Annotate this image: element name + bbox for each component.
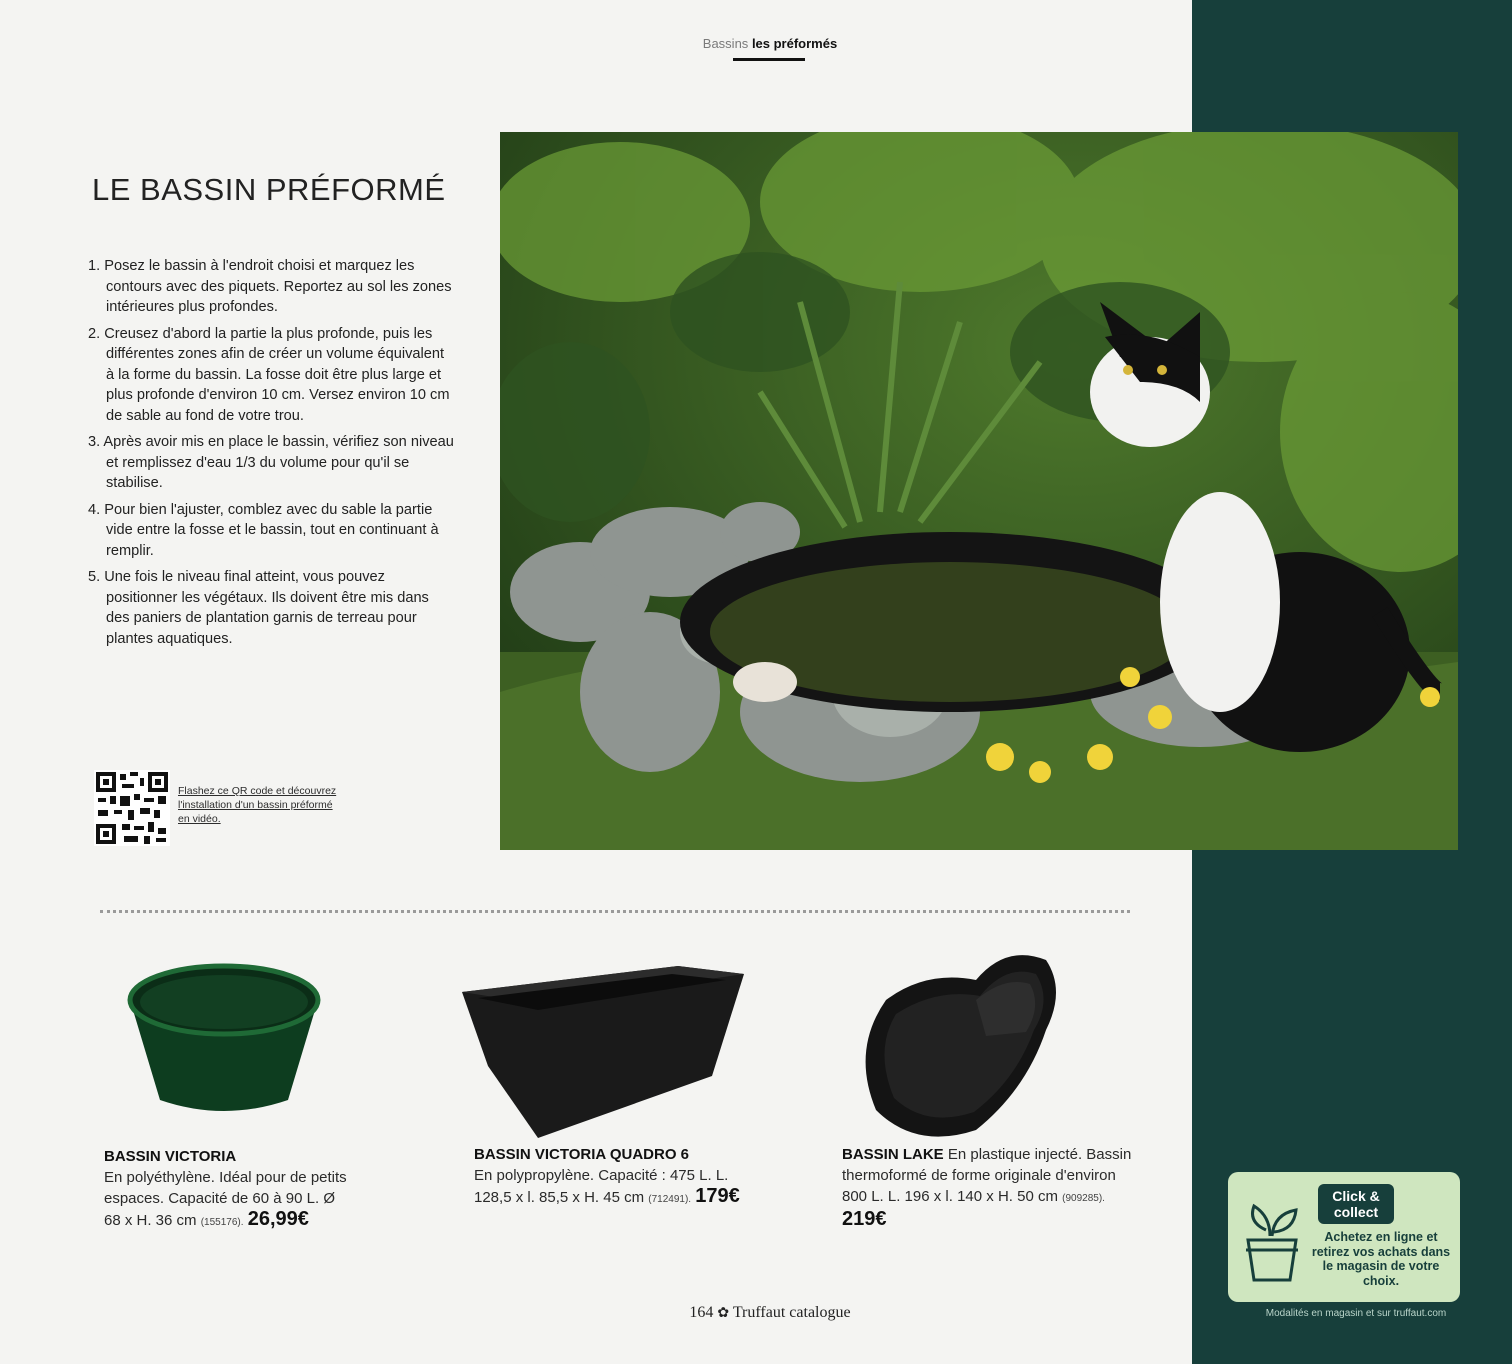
click-collect-badge[interactable]: Click & collect [1318, 1184, 1394, 1224]
product-lake [842, 1144, 1132, 1231]
qr-code-icon [94, 770, 170, 846]
section-divider [100, 910, 1130, 913]
photo-illustration [500, 132, 1458, 850]
product-name: BASSIN VICTORIA QUADRO 6 [474, 1146, 690, 1163]
product-price: 26,99€ [247, 1208, 309, 1230]
product-description: En plastique injecté. Bassin thermoformé de forme originale d'environ 800 L. L. 196 x l. 140 x H. 50 cm [842, 1146, 1132, 1205]
qr-code[interactable] [94, 770, 170, 846]
section-header [600, 36, 940, 51]
kidney-basin-icon [856, 940, 1062, 1150]
subsection-label: les préformés [751, 36, 838, 51]
rectangular-basin-icon [458, 962, 748, 1144]
step-item: 4. Pour bien l'ajuster, comblez avec du sable la partie vide entre la fosse et le bassin, tout en continuant à remplir. [88, 501, 439, 559]
round-basin-icon [124, 962, 324, 1122]
product-image-quadro [458, 962, 748, 1149]
plant-pot-icon [1240, 1196, 1304, 1291]
instruction-list [88, 256, 456, 655]
click-collect-text: Achetez en ligne et retirez vos achats dans le magasin de votre choix. [1311, 1230, 1451, 1288]
product-ref: (712491). [648, 1194, 692, 1205]
page-number: 164 [689, 1304, 714, 1321]
product-description: En polypropylène. Capacité : 475 L. L. 128,5 x l. 85,5 x H. 45 cm [474, 1167, 729, 1206]
page-title: LE BASSIN PRÉFORMÉ [92, 172, 446, 207]
catalog-brand: Truffaut catalogue [732, 1304, 851, 1321]
step-item: 5. Une fois le niveau final atteint, vous pouvez positionner les végétaux. Ils doivent être mis dans des paniers de plantation garnis de terreau pour plantes aquatiques. [88, 569, 429, 647]
click-collect-footnote: Modalités en magasin et sur truffaut.com [1265, 1308, 1447, 1319]
step-item: 1. Posez le bassin à l'endroit choisi et marquez les contours avec des piquets. Reportez au sol les zones intérieures plus profondes. [88, 258, 452, 315]
garden-pond-cat-photo [500, 132, 1458, 850]
product-image-victoria [124, 962, 324, 1127]
product-ref: (155176). [200, 1217, 244, 1228]
product-quadro [474, 1144, 754, 1210]
product-image-lake [856, 940, 1062, 1155]
product-victoria [104, 1146, 354, 1233]
truffaut-logo-icon: ✿ [717, 1306, 730, 1321]
step-item: 3. Après avoir mis en place le bassin, vérifiez son niveau et remplissez d'eau 1/3 du volume pour qu'il se stabilise. [88, 434, 454, 491]
section-label: Bassins [702, 36, 749, 51]
header-underline [733, 58, 805, 61]
qr-caption-link[interactable]: Flashez ce QR code et découvrez l'installation d'un bassin préformé en vidéo. [178, 785, 337, 825]
product-ref: (909285). [1062, 1193, 1105, 1204]
product-name: BASSIN VICTORIA [104, 1148, 237, 1165]
product-name: BASSIN LAKE [842, 1146, 944, 1163]
product-price: 219€ [842, 1208, 887, 1230]
product-price: 179€ [695, 1185, 740, 1207]
page-footer [640, 1304, 900, 1322]
step-item: 2. Creusez d'abord la partie la plus profonde, puis les différentes zones afin de créer un volume équivalent à la forme du bassin. La fosse doit être plus large et plus profonde d'environ 10 cm. Versez environ 10 cm de sable au fond de votre trou. [88, 325, 450, 424]
product-description: En polyéthylène. Idéal pour de petits espaces. Capacité de 60 à 90 L. Ø 68 x H. 36 cm [104, 1169, 347, 1229]
